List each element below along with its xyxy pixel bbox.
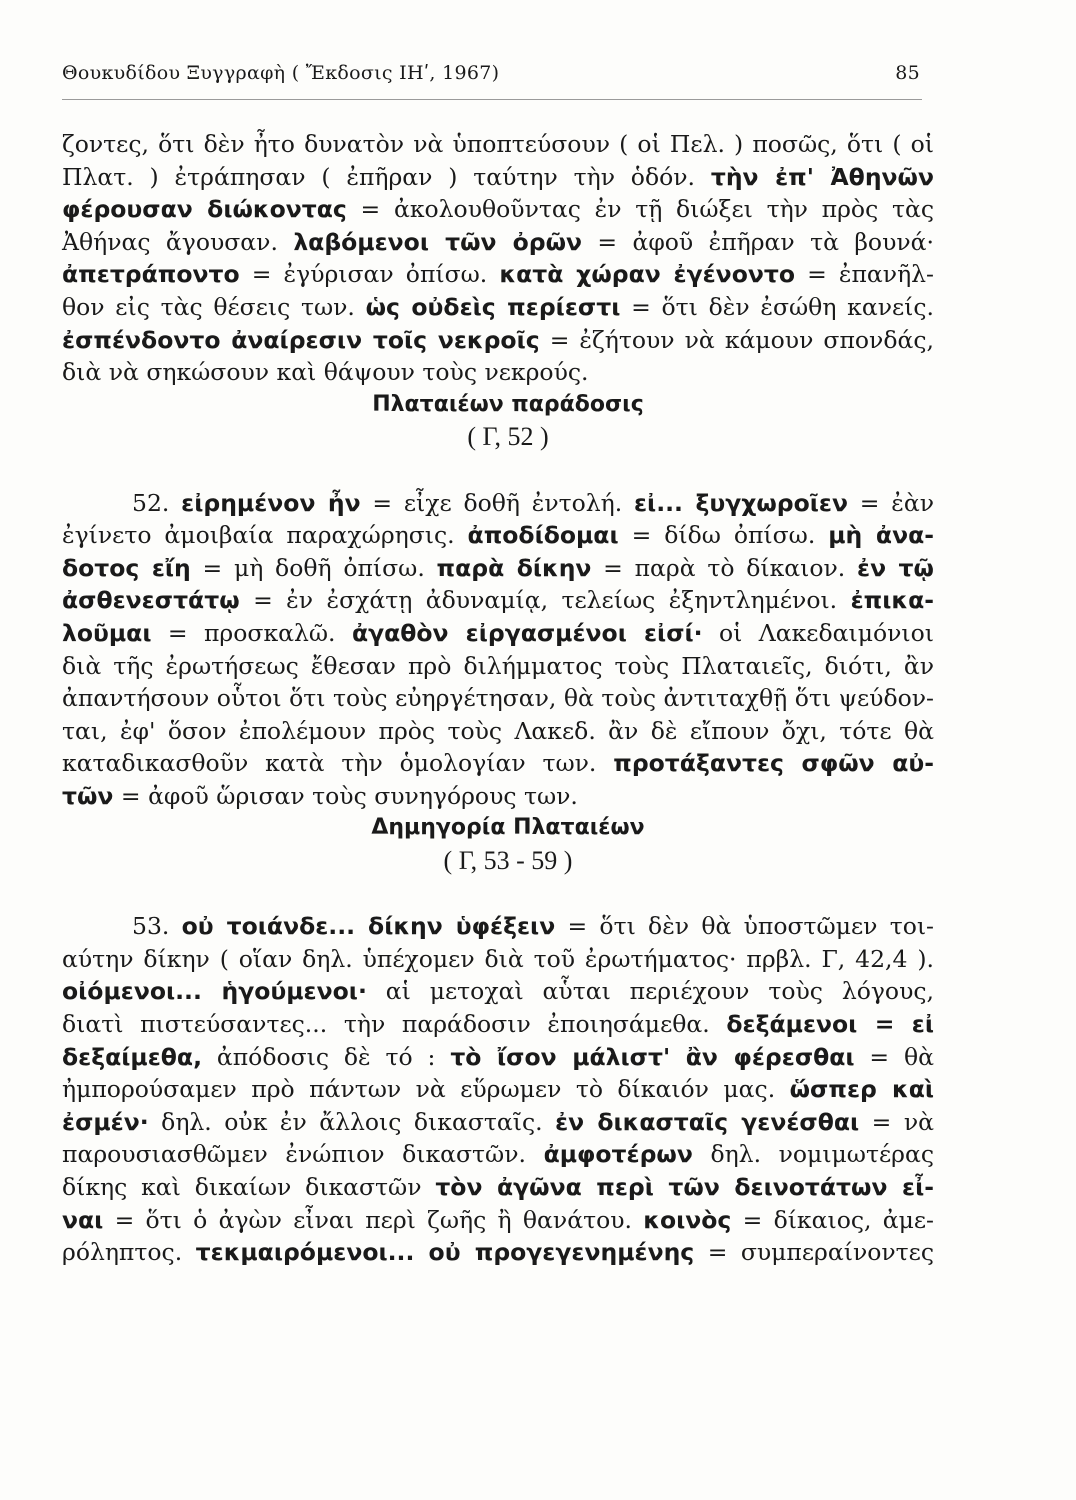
gloss-text: Πλαταιέων παράδοσις — [372, 391, 644, 417]
lemma-bold: τὸν ἀγῶνα περὶ τῶν δεινοτάτων εἶ- — [435, 1173, 934, 1201]
lemma-bold: παρὰ δίκην — [436, 553, 592, 582]
lemma-bold: εἰ... ξυγχωροῖεν — [633, 488, 849, 517]
lemma-bold: οἰόμενοι... ἡγούμενοι· — [62, 977, 367, 1006]
gloss-text: δηλ. οὐκ ἐν ἄλλοις δικασταῖς. — [148, 1107, 556, 1136]
text-line — [62, 975, 934, 1008]
gloss-text: 52. — [132, 488, 182, 517]
text-line — [62, 1204, 934, 1237]
section-reference — [62, 421, 934, 454]
text-line — [62, 682, 934, 715]
text-line — [62, 780, 934, 813]
text-line — [62, 487, 934, 520]
lemma-bold: τῶν — [62, 781, 114, 810]
text-line — [62, 715, 934, 748]
gloss-text: διὰ τῆς ἐρωτήσεως ἔθεσαν πρὸ διλήμματος τοὺς Πλαταιεῖς, διότι, ἂν — [62, 651, 934, 680]
text-line — [62, 324, 934, 357]
gloss-text: = εἶχε δοθῆ ἐντολή. — [360, 488, 634, 517]
lemma-bold: ἀποδίδομαι — [467, 521, 619, 550]
text-line — [62, 1138, 934, 1171]
gloss-text: = θὰ — [854, 1042, 934, 1071]
gloss-text: Δημηγορία Πλαταιέων — [371, 815, 645, 841]
lemma-bold: ἀμφοτέρων — [543, 1140, 693, 1169]
text-line — [62, 584, 934, 617]
lemma-bold: προτάξαντες σφῶν αὐ- — [613, 749, 934, 778]
gloss-text: οἱ Λακεδαιμόνιοι — [702, 618, 934, 647]
text-line — [62, 1041, 934, 1074]
gloss-text: = ἐπανῆλ- — [795, 260, 934, 289]
gloss-text: ἀπόδοσις δὲ τό : — [202, 1042, 451, 1071]
gloss-text: 53. — [132, 912, 182, 941]
lemma-bold: δεξαίμεθα, — [62, 1042, 203, 1071]
gloss-text: Πλατ. ) ἐτράπησαν ( ἐπῆραν ) ταύτην τὴν ὁδόν. — [62, 162, 711, 191]
lemma-bold: δεξάμενοι = εἰ — [726, 1010, 934, 1039]
gloss-text: = δίδω ὀπίσω. — [618, 521, 829, 550]
gloss-text: παρουσιασθῶμεν ἐνώπιον δικαστῶν. — [62, 1140, 544, 1169]
gloss-text: = μὴ δοθῆ ὀπίσω. — [190, 553, 437, 582]
lemma-bold: οὐ τοιάνδε... δίκην ὑφέξειν — [181, 912, 556, 941]
gloss-text: = ἀφοῦ ὥρισαν τοὺς συνηγόρους των. — [113, 781, 578, 810]
gloss-text: = νὰ — [859, 1107, 934, 1136]
gloss-text: δίκης καὶ δικαίων δικαστῶν — [62, 1173, 436, 1201]
lemma-bold: ἐπικα- — [850, 586, 934, 615]
text-line — [62, 650, 934, 683]
gloss-text: ( Γ, 52 ) — [467, 422, 549, 452]
text-line — [62, 1171, 934, 1204]
section-reference — [62, 845, 934, 878]
gloss-text: = ὅτι ὁ ἀγὼν εἶναι περὶ ζωῆς ἢ θανάτου. — [103, 1205, 644, 1234]
gloss-text: καταδικασθοῦν κατὰ τὴν ὁμολογίαν των. — [62, 749, 614, 778]
lemma-bold: τὴν ἐπ' Ἀθηνῶν — [710, 162, 934, 191]
text-line — [62, 1236, 934, 1269]
gloss-text: = δίκαιος, ἀμε- — [731, 1205, 935, 1234]
text-line — [62, 617, 934, 650]
lemma-bold: ὥσπερ καὶ — [789, 1075, 934, 1104]
text-line — [62, 291, 934, 324]
gloss-text: = ἐγύρισαν ὀπίσω. — [239, 260, 500, 289]
text-line — [62, 552, 934, 585]
gloss-text: ἀπαντήσουν οὗτοι ὅτι τοὺς εὐηργέτησαν, θὰ τοὺς ἀντιταχθῇ ὅτι ψεύδον- — [62, 684, 934, 713]
gloss-text: δηλ. νομιμωτέρας — [692, 1140, 934, 1169]
gloss-text: = ἀφοῦ ἐπῆραν τὰ βουνά· — [582, 227, 934, 256]
running-title: Θουκυδίδου Ξυγγραφὴ ( Ἔκδοσις ΙΗʹ, 1967) — [62, 62, 500, 84]
lemma-bold: κοινὸς — [643, 1205, 732, 1234]
header-rule — [62, 99, 922, 100]
text-line — [62, 1073, 934, 1106]
text-line — [62, 161, 934, 194]
lemma-bold: ἐν δικασταῖς γενέσθαι — [555, 1107, 860, 1136]
gloss-text: = ἐν ἐσχάτῃ ἀδυναμίᾳ, τελείως ἐξηντλημένοι. — [239, 586, 851, 615]
text-line — [62, 193, 934, 226]
gloss-text: = προσκαλῶ. — [151, 618, 352, 647]
gloss-text: = συμπεραίνοντες — [694, 1238, 934, 1267]
lemma-bold: λοῦμαι — [62, 618, 152, 647]
gloss-text: = παρὰ τὸ δίκαιον. — [591, 553, 858, 582]
text-line — [62, 519, 934, 552]
gloss-text: διὰ νὰ σηκώσουν καὶ θάψουν τοὺς νεκρούς. — [62, 358, 589, 387]
text-line — [62, 356, 934, 389]
lemma-bold: κατὰ χώραν ἐγένοντο — [499, 260, 795, 289]
section-heading — [62, 812, 934, 845]
lemma-bold: τεκμαιρόμενοι... οὐ προγεγενημένης — [195, 1238, 695, 1267]
text-line — [62, 226, 934, 259]
text-line — [62, 1106, 934, 1139]
gloss-text: = ὅτι δὲν θὰ ὑποστῶμεν τοι- — [555, 912, 934, 941]
gloss-text: ἐγίνετο ἀμοιβαία παραχώρησις. — [62, 521, 468, 550]
gloss-text: διατὶ πιστεύσαντες... τὴν παράδοσιν ἐποιησάμεθα. — [62, 1010, 727, 1039]
page-number: 85 — [895, 62, 920, 84]
lemma-bold: ἀγαθὸν εἰργασμένοι εἰσί· — [351, 618, 703, 647]
section-heading — [62, 389, 934, 422]
text-line — [62, 258, 934, 291]
gloss-text: ρόληπτος. — [62, 1238, 196, 1267]
lemma-bold: ναι — [62, 1205, 104, 1234]
lemma-bold: ἐσπένδοντο ἀναίρεσιν τοῖς νεκροῖς — [62, 325, 540, 354]
lemma-bold: μὴ ἀνα- — [828, 521, 934, 550]
gloss-text: = ἐζήτουν νὰ κάμουν σπονδάς, — [539, 325, 934, 354]
gloss-text: = ἀκολουθοῦντας ἐν τῇ διώξει τὴν πρὸς τὰς — [346, 195, 934, 224]
lemma-bold: ὡς οὐδεὶς περίεστι — [365, 292, 621, 321]
gloss-text: = ἐὰν — [848, 488, 934, 517]
text-line — [62, 1008, 934, 1041]
text-line — [62, 747, 934, 780]
gloss-text: αύτην δίκην ( οἵαν δηλ. ὑπέχομεν διὰ τοῦ ἐρωτήματος· πρβλ. Γ, 42,4 ). — [62, 944, 934, 973]
text-line — [62, 910, 934, 943]
lemma-bold: δοτος εἴη — [62, 553, 191, 582]
gloss-text: ἠμπορούσαμεν πρὸ πάντων νὰ εὕρωμεν τὸ δίκαιόν μας. — [62, 1075, 790, 1104]
lemma-bold: ἀσθενεστάτῳ — [62, 586, 240, 615]
lemma-bold: εἰρημένον ἦν — [181, 488, 361, 517]
gloss-text: θον εἰς τὰς θέσεις των. — [62, 292, 366, 321]
text-line — [62, 128, 934, 161]
commentary-text — [62, 128, 934, 1269]
lemma-bold: λαβόμενοι τῶν ὀρῶν — [293, 227, 582, 256]
gloss-text: Ἀθήνας ἄγουσαν. — [62, 227, 294, 256]
lemma-bold: τὸ ἴσον μάλιστ' ἂν φέρεσθαι — [450, 1042, 855, 1071]
gloss-text: ται, ἐφ' ὅσον ἐπολέμουν πρὸς τοὺς Λακεδ. ἂν δὲ εἴπουν ὄχι, τότε θὰ — [62, 716, 934, 745]
lemma-bold: ἐσμέν· — [62, 1107, 149, 1136]
gloss-text: ( Γ, 53 - 59 ) — [443, 846, 573, 876]
lemma-bold: ἀπετράποντο — [62, 260, 240, 289]
lemma-bold: φέρουσαν διώκοντας — [62, 195, 347, 224]
gloss-text: = ὅτι δὲν ἐσώθη κανείς. — [620, 292, 934, 321]
text-line — [62, 943, 934, 976]
lemma-bold: ἐν τῷ — [857, 553, 934, 582]
gloss-text: ζοντες, ὅτι δὲν ἦτο δυνατὸν νὰ ὑποπτεύσουν ( οἱ Πελ. ) ποσῶς, ὅτι ( οἱ — [62, 130, 934, 158]
gloss-text: αἱ μετοχαὶ αὗται περιέχουν τοὺς λόγους, — [366, 977, 934, 1006]
